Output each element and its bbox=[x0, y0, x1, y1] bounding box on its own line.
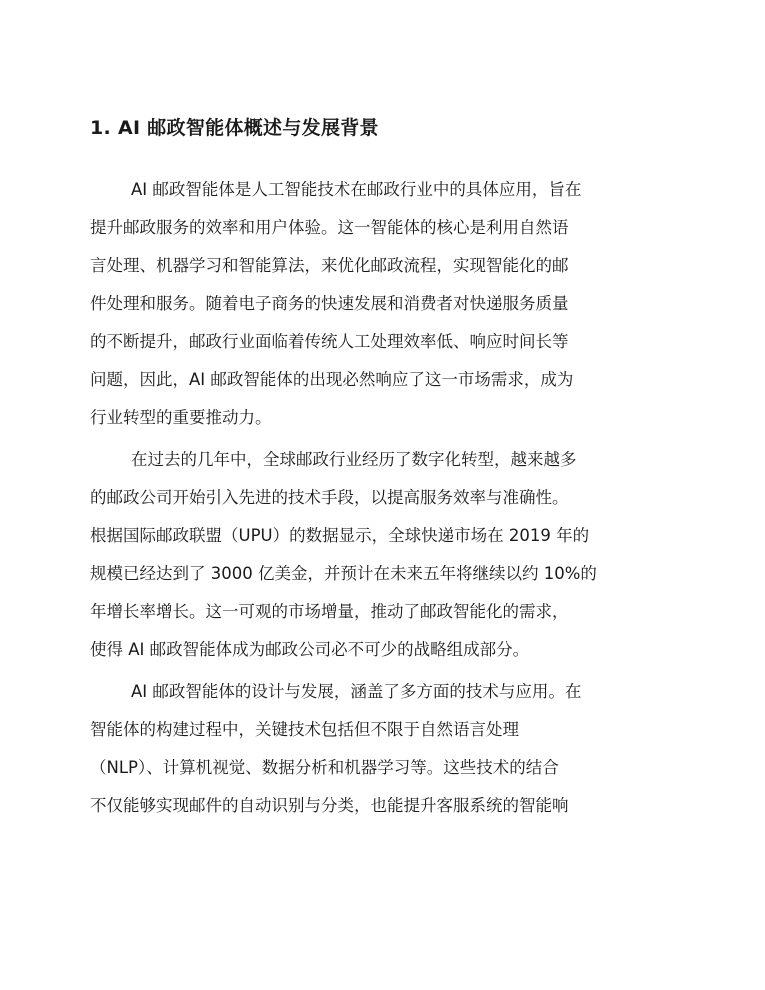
paragraph-1-line-5: 的不断提升，邮政行业面临着传统人工处理效率低、响应时间长等 bbox=[90, 332, 569, 351]
paragraph-3-line-1: AI 邮政智能体的设计与发展，涵盖了多方面的技术与应用。在 bbox=[131, 682, 582, 701]
paragraph-2-line-1: 在过去的几年中，全球邮政行业经历了数字化转型，越来越多 bbox=[131, 450, 577, 469]
paragraph-3-line-4: 不仅能够实现邮件的自动识别与分类，也能提升客服系统的智能响 bbox=[90, 796, 569, 815]
paragraph-1-line-1: AI 邮政智能体是人工智能技术在邮政行业中的具体应用，旨在 bbox=[131, 180, 582, 199]
paragraph-2-line-6: 使得 AI 邮政智能体成为邮政公司必不可少的战略组成部分。 bbox=[90, 640, 530, 659]
paragraph-1-line-4: 件处理和服务。随着电子商务的快速发展和消费者对快递服务质量 bbox=[90, 294, 569, 313]
paragraph-3-line-3: （NLP）、计算机视觉、数据分析和机器学习等。这些技术的结合 bbox=[90, 758, 559, 777]
paragraph-1-line-6: 问题，因此，AI 邮政智能体的出现必然响应了这一市场需求，成为 bbox=[90, 370, 574, 389]
paragraph-2-line-3: 根据国际邮政联盟（UPU）的数据显示，全球快递市场在 2019 年的 bbox=[90, 526, 590, 545]
paragraph-1-line-3: 言处理、机器学习和智能算法，来优化邮政流程，实现智能化的邮 bbox=[90, 256, 569, 275]
section-heading: 1. AI 邮政智能体概述与发展背景 bbox=[90, 117, 379, 139]
paragraph-3-line-2: 智能体的构建过程中，关键技术包括但不限于自然语言处理 bbox=[90, 720, 519, 739]
paragraph-1-line-2: 提升邮政服务的效率和用户体验。这一智能体的核心是利用自然语 bbox=[90, 218, 569, 237]
paragraph-1-line-7: 行业转型的重要推动力。 bbox=[90, 408, 272, 427]
paragraph-2-line-5: 年增长率增长。这一可观的市场增量，推动了邮政智能化的需求， bbox=[90, 602, 569, 621]
paragraph-2-line-2: 的邮政公司开始引入先进的技术手段，以提高服务效率与准确性。 bbox=[90, 488, 569, 507]
paragraph-2-line-4: 规模已经达到了 3000 亿美金，并预计在未来五年将继续以约 10%的 bbox=[90, 564, 597, 583]
